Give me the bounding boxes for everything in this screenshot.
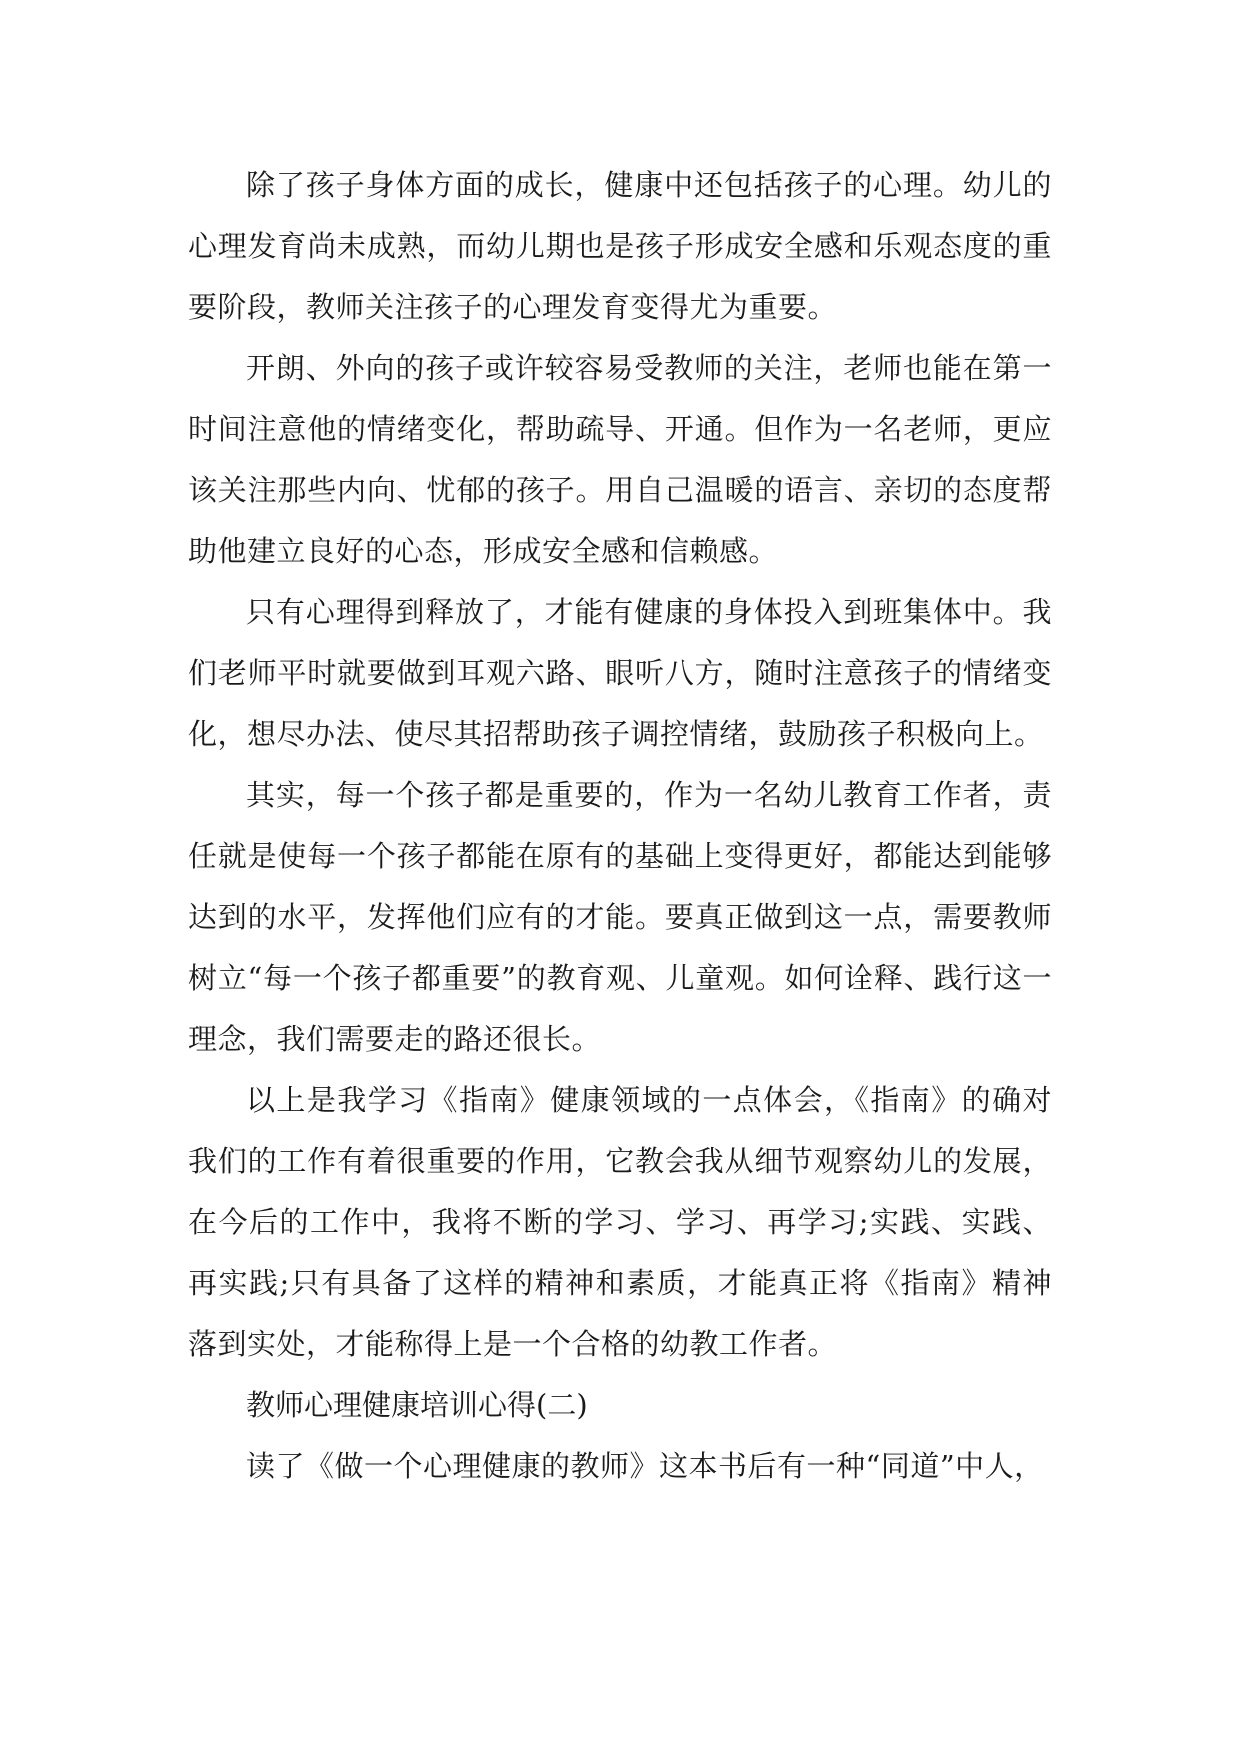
- paragraph-introverted-children: 开朗、外向的孩子或许较容易受教师的关注，老师也能在第一时间注意他的情绪变化，帮助疏导、开通。但作为一名老师，更应该关注那些内向、忧郁的孩子。用自己温暖的语言、亲切的态度帮助他建立良好的心态，形成安全感和信赖感。: [188, 351, 1052, 568]
- paragraph-book-reading: 读了《做一个心理健康的教师》这本书后有一种“同道”中人，: [246, 1449, 1044, 1483]
- document-body: [188, 155, 1052, 1497]
- section-heading: 教师心理健康培训心得(二): [246, 1388, 588, 1422]
- paragraph-every-child-matters: 其实，每一个孩子都是重要的，作为一名幼儿教育工作者，责任就是使每一个孩子都能在原有的基础上变得更好，都能达到能够达到的水平，发挥他们应有的才能。要真正做到这一点，需要教师树立“每一个孩子都重要”的教育观、儿童观。如何诠释、践行这一理念，我们需要走的路还很长。: [188, 778, 1052, 1056]
- paragraph-guide-reflection: 以上是我学习《指南》健康领域的一点体会，《指南》的确对我们的工作有着很重要的作用，它教会我从细节观察幼儿的发展，在今后的工作中，我将不断的学习、学习、再学习;实践、实践、再实践;只有具备了这样的精神和素质，才能真正将《指南》精神落到实处，才能称得上是一个合格的幼教工作者。: [188, 1083, 1052, 1361]
- paragraph-emotional-release: 只有心理得到释放了，才能有健康的身体投入到班集体中。我们老师平时就要做到耳观六路、眼听八方，随时注意孩子的情绪变化，想尽办法、使尽其招帮助孩子调控情绪，鼓励孩子积极向上。: [188, 595, 1052, 751]
- paragraph-psychology: 除了孩子身体方面的成长，健康中还包括孩子的心理。幼儿的心理发育尚未成熟，而幼儿期也是孩子形成安全感和乐观态度的重要阶段，教师关注孩子的心理发育变得尤为重要。: [188, 168, 1052, 324]
